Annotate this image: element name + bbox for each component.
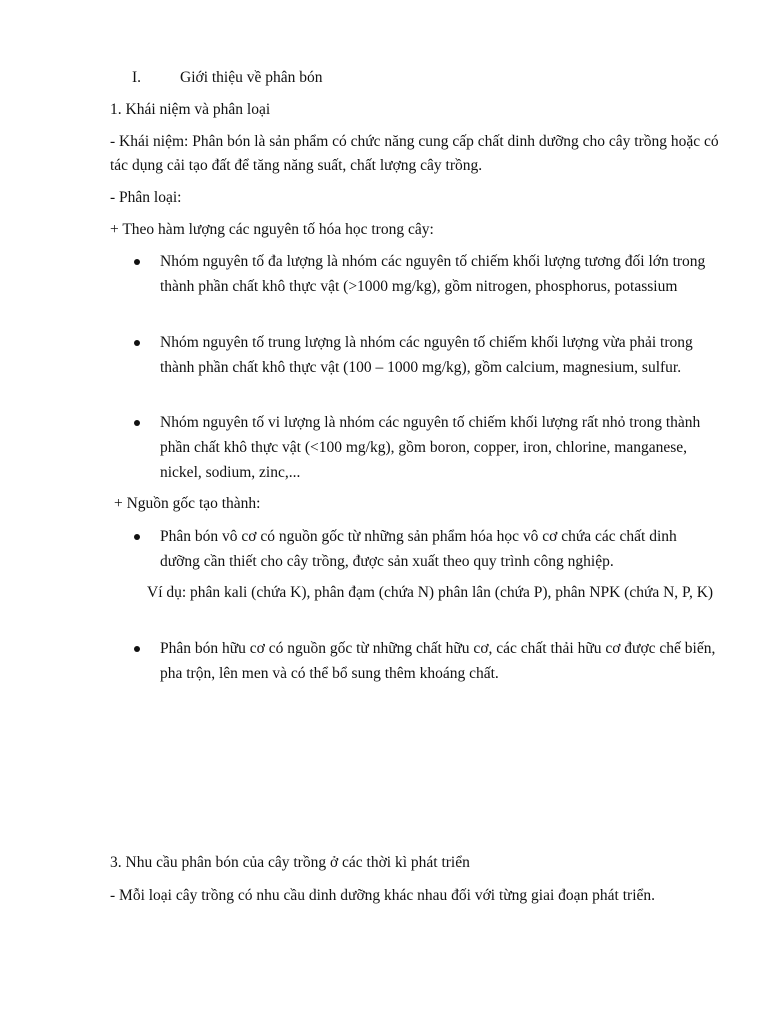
bullet-dot <box>134 534 140 540</box>
bullet-dot <box>134 646 140 652</box>
list-item-micro: Nhóm nguyên tố vi lượng là nhóm các nguyên tố chiếm khối lượng rất nhỏ trong thành phần chất khô thực vật (<100 mg/kg), gồm boron, copper, iron, chlorine, manganese, nickel, sodium, zinc,... <box>160 414 701 481</box>
list-item-macro: Nhóm nguyên tố đa lượng là nhóm các nguyên tố chiếm khối lượng tương đối lớn trong thành phần chất khô thực vật (>1000 mg/kg), gồm nitrogen, phosphorus, potassium <box>160 253 706 295</box>
list-item-organic: Phân bón hữu cơ có nguồn gốc từ những chất hữu cơ, các chất thải hữu cơ được chế biến, pha trộn, lên men và có thể bổ sung thêm khoáng chất. <box>160 640 716 682</box>
subsection-3-text: - Mỗi loại cây trồng có nhu cầu dinh dưỡng khác nhau đối với từng giai đoạn phát triển. <box>110 887 656 904</box>
subsection-3-title: 3. Nhu cầu phân bón của cây trồng ở các thời kì phát triển <box>110 854 470 871</box>
bullet-dot <box>134 420 140 426</box>
list-item-inorganic: Phân bón vô cơ có nguồn gốc từ những sản phẩm hóa học vô cơ chứa các chất dinh dưỡng cần thiết cho cây trồng, được sản xuất theo quy trình công nghiệp. <box>160 528 677 570</box>
bullet-dot <box>134 340 140 346</box>
bullet-dot <box>134 259 140 265</box>
list-item-secondary: Nhóm nguyên tố trung lượng là nhóm các nguyên tố chiếm khối lượng vừa phải trong thành phần chất khô thực vật (100 – 1000 mg/kg), gồm calcium, magnesium, sulfur. <box>160 334 693 376</box>
section-title: Giới thiệu về phân bón <box>180 69 323 86</box>
example-paragraph: Ví dụ: phân kali (chứa K), phân đạm (chứa N) phân lân (chứa P), phân NPK (chứa N, P, K) <box>147 584 714 601</box>
by-content-label: + Theo hàm lượng các nguyên tố hóa học trong cây: <box>110 221 434 238</box>
section-number: I. <box>132 69 142 86</box>
by-origin-label: + Nguồn gốc tạo thành: <box>114 495 261 512</box>
classification-label: - Phân loại: <box>110 189 182 206</box>
concept-paragraph: - Khái niệm: Phân bón là sản phẩm có chức năng cung cấp chất dinh dưỡng cho cây trồng hoặc có tác dụng cải tạo đất để tăng năng suất, chất lượng cây trồng. <box>110 133 719 174</box>
subsection-1-title: 1. Khái niệm và phân loại <box>110 101 271 118</box>
